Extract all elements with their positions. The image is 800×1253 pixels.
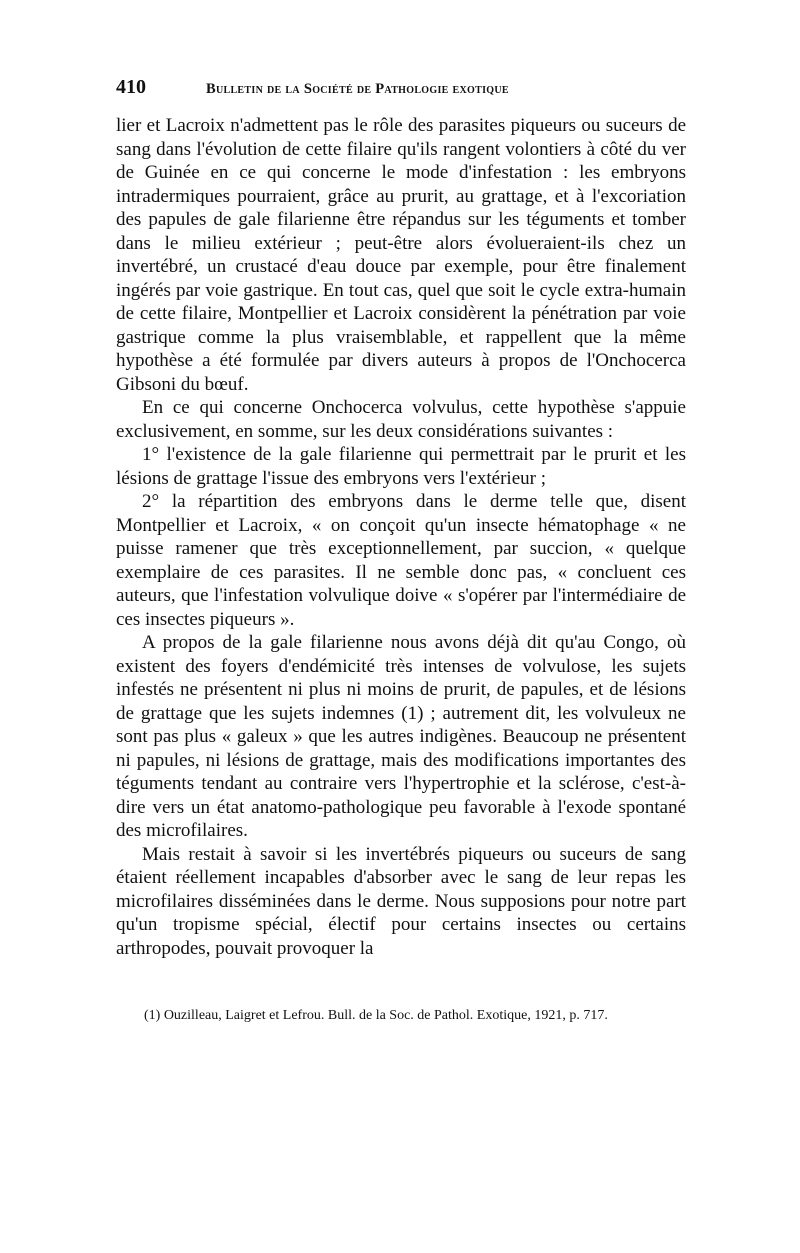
paragraph-2: En ce qui concerne Onchocerca volvulus, cette hypothèse s'appuie exclusivement, en somme, sur les deux considérations suivantes : <box>116 397 686 442</box>
body-text <box>116 114 686 960</box>
paragraph-1: lier et Lacroix n'admettent pas le rôle des parasites piqueurs ou suceurs de sang dans l'évolution de cette filaire qu'ils rangent volontiers à côté du ver de Guinée en ce qui concerne le mode d'infestation : les embryons intradermiques pourraient, grâce au prurit, au grattage, et à l'excoriation des papules de gale filarienne être répandus sur les téguments et tomber dans le milieu extérieur ; peut-être alors évolueraient-ils chez un invertébré, un crustacé d'eau douce par exemple, pour être finalement ingérés par voie gastrique. En tout cas, quel que soit le cycle extra-humain de cette filaire, Montpellier et Lacroix considèrent la pénétration par voie gastrique comme la plus vraisemblable, et rappellent que la même hypothèse a été formulée par divers auteurs à propos de l'Onchocerca Gibsoni du bœuf. <box>116 115 686 395</box>
paragraph-4: 2° la répartition des embryons dans le derme telle que, disent Montpellier et Lacroix, « on conçoit qu'un insecte hématophage « ne puisse ramener que très exceptionnellement, par succion, « quelque exemplaire de ces parasites. Il ne semble donc pas, « concluent ces auteurs, que l'infestation volvulique doive « s'opérer par l'intermédiaire de ces insectes piqueurs ». <box>116 491 686 630</box>
paragraph-5: A propos de la gale filarienne nous avons déjà dit qu'au Congo, où existent des foyers d'endémicité très intenses de volvulose, les sujets infestés ne présentent ni plus ni moins de prurit, de papules, et de lésions de grattage que les sujets indemnes (1) ; autrement dit, les volvuleux ne sont pas plus « galeux » que les autres indigènes. Beaucoup ne présentent ni papules, ni lésions de grattage, mais des modifications importantes des téguments tendant au contraire vers l'hypertrophie et la sclérose, c'est-à-dire vers un état anatomo-pathologique peu favorable à l'exode spontané des microfilaires. <box>116 632 686 841</box>
paragraph-6: Mais restait à savoir si les invertébrés piqueurs ou suceurs de sang étaient réellement incapables d'absorber avec le sang de leur repas les microfilaires disséminées dans le derme. Nous supposions pour notre part qu'un tropisme spécial, électif pour certains insectes ou certains arthropodes, pouvait provoquer la <box>116 843 686 959</box>
page-number: 410 <box>116 76 146 98</box>
paragraph-3: 1° l'existence de la gale filarienne qui permettrait par le prurit et les lésions de grattage l'issue des embryons vers l'extérieur ; <box>116 444 686 489</box>
footnote: (1) Ouzilleau, Laigret et Lefrou. Bull. de la Soc. de Pathol. Exotique, 1921, p. 717. <box>144 1008 608 1023</box>
page <box>116 76 686 1025</box>
page-header <box>116 76 686 108</box>
running-title: Bulletin de la Société de Pathologie exotique <box>206 81 509 97</box>
